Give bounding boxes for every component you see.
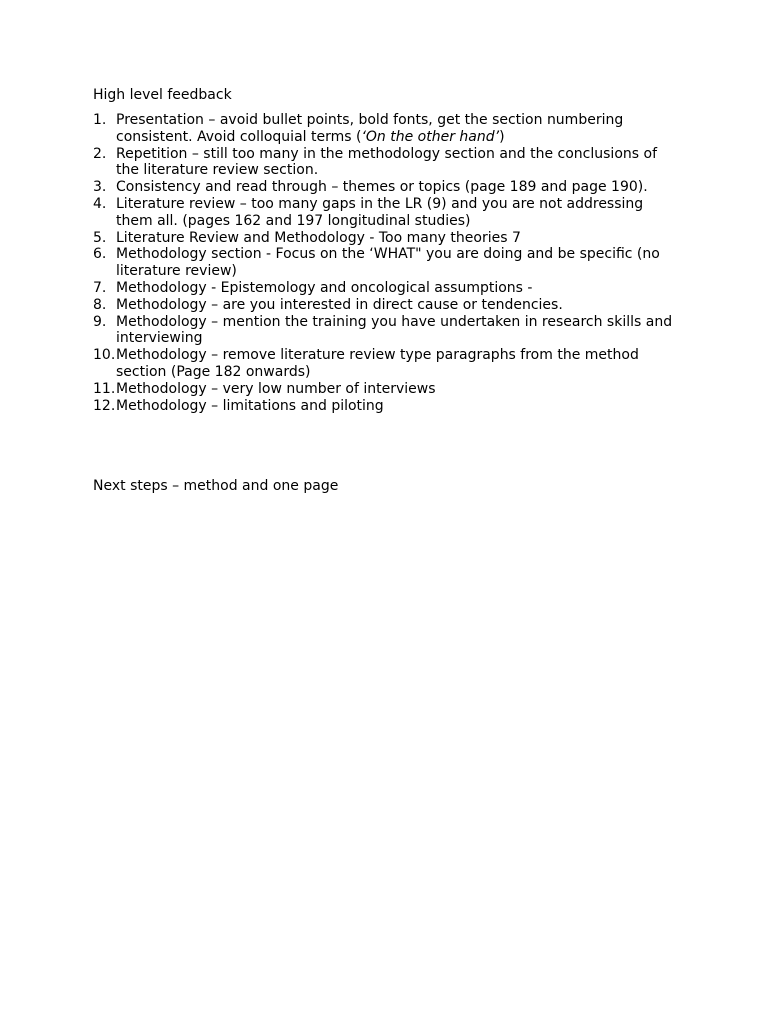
item-number: 4. bbox=[93, 195, 107, 212]
feedback-item-2 bbox=[93, 146, 683, 180]
feedback-list bbox=[93, 112, 683, 414]
item-number: 12. bbox=[93, 397, 116, 414]
next-steps-line: Next steps – method and one page bbox=[93, 478, 339, 494]
item-number: 5. bbox=[93, 229, 107, 246]
item-text: Literature Review and Methodology - Too many theories 7 bbox=[116, 229, 521, 246]
item-number: 3. bbox=[93, 179, 107, 196]
item-text: Literature review – too many gaps in the LR (9) and you are not addressing them all. (pages 162 and 197 longitudinal studies) bbox=[116, 195, 644, 229]
document-heading: High level feedback bbox=[93, 87, 232, 103]
feedback-item-9 bbox=[93, 314, 683, 348]
feedback-item-6 bbox=[93, 246, 683, 280]
item-number: 9. bbox=[93, 313, 107, 330]
feedback-item-5 bbox=[93, 230, 683, 247]
item-text: Methodology – mention the training you have undertaken in research skills and interviewing bbox=[116, 313, 673, 347]
item-number: 8. bbox=[93, 296, 107, 313]
item-number: 1. bbox=[93, 112, 107, 128]
item-text bbox=[116, 112, 683, 146]
item-number: 6. bbox=[93, 246, 107, 263]
item-text: Methodology – limitations and piloting bbox=[116, 397, 384, 414]
feedback-item-10 bbox=[93, 347, 683, 381]
feedback-item-8 bbox=[93, 297, 683, 314]
feedback-item-4 bbox=[93, 196, 683, 230]
item-text: Methodology – remove literature review type paragraphs from the method section (Page 182 onwards) bbox=[116, 347, 639, 380]
item-number: 7. bbox=[93, 279, 107, 296]
feedback-item-11 bbox=[93, 381, 683, 398]
item-number: 10. bbox=[93, 347, 116, 364]
item-text: Methodology – are you interested in direct cause or tendencies. bbox=[116, 296, 563, 313]
item-text: Consistency and read through – themes or topics (page 189 and page 190). bbox=[116, 179, 648, 196]
feedback-item-7 bbox=[93, 280, 683, 297]
feedback-item-12 bbox=[93, 398, 683, 415]
item-number: 2. bbox=[93, 145, 107, 162]
feedback-item-1 bbox=[93, 112, 683, 146]
item-text: Methodology section - Focus on the ‘WHAT" you are doing and be specific (no literature review) bbox=[116, 246, 660, 280]
item-text-main: Presentation – avoid bullet points, bold fonts, get the section numbering consistent. Avoid colloquial terms ( bbox=[116, 112, 624, 145]
feedback-item-3 bbox=[93, 179, 683, 196]
item-text: Repetition – still too many in the methodology section and the conclusions of the literature review section. bbox=[116, 145, 657, 179]
item-text: Methodology – very low number of interviews bbox=[116, 380, 436, 397]
item-text-italic: ‘On the other hand’ bbox=[361, 128, 500, 145]
item-number: 11. bbox=[93, 380, 116, 397]
item-text: Methodology - Epistemology and oncological assumptions - bbox=[116, 279, 533, 296]
item-text-after: ) bbox=[499, 128, 505, 145]
